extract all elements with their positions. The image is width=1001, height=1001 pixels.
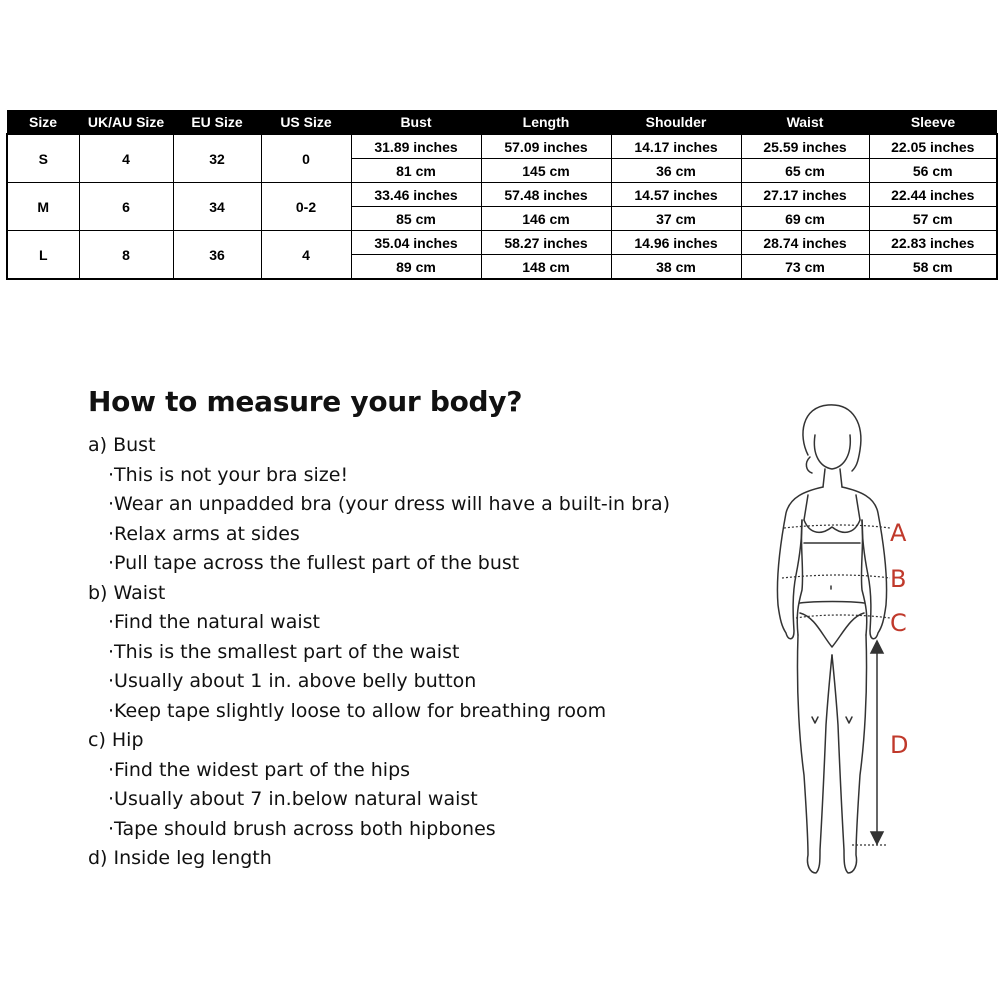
measure-guide (88, 385, 768, 874)
cell-shoulder-inches: 14.17 inches (611, 134, 741, 159)
guide-list-item-text: This is the smallest part of the waist (114, 640, 460, 663)
cell-length-cm: 145 cm (481, 159, 611, 183)
header-bust: Bust (351, 110, 481, 134)
header-length: Length (481, 110, 611, 134)
cell-us: 0-2 (261, 183, 351, 231)
guide-list-item-text: Find the widest part of the hips (114, 758, 411, 781)
guide-list-item (108, 756, 768, 786)
guide-list-item (108, 815, 768, 845)
table-body (7, 134, 997, 279)
guide-list-item-text: Usually about 1 in. above belly button (114, 670, 477, 692)
cell-size: L (7, 231, 79, 280)
cell-bust-cm: 89 cm (351, 255, 481, 280)
cell-sleeve-inches: 22.05 inches (869, 134, 997, 159)
cell-shoulder-inches: 14.96 inches (611, 231, 741, 255)
cell-sleeve-inches: 22.83 inches (869, 231, 997, 255)
guide-list-item (108, 697, 768, 727)
cell-length-inches: 58.27 inches (481, 231, 611, 255)
cell-eu: 34 (173, 183, 261, 231)
cell-size: S (7, 134, 79, 183)
guide-list-item (108, 608, 768, 638)
guide-list-item-text: Usually about 7 in.below natural waist (114, 788, 478, 810)
guide-list-item-text: Tape should brush across both hipbones (114, 817, 496, 840)
guide-section-list (88, 756, 768, 845)
cell-sleeve-cm: 57 cm (869, 207, 997, 231)
cell-length-cm: 148 cm (481, 255, 611, 280)
cell-shoulder-inches: 14.57 inches (611, 183, 741, 207)
header-sleeve: Sleeve (869, 110, 997, 134)
cell-waist-cm: 73 cm (741, 255, 869, 280)
table-header-row (7, 110, 997, 134)
cell-bust-cm: 85 cm (351, 207, 481, 231)
label-b: B (890, 565, 907, 593)
cell-bust-cm: 81 cm (351, 159, 481, 183)
guide-list-item (108, 667, 768, 697)
cell-length-inches: 57.09 inches (481, 134, 611, 159)
header-size: Size (7, 110, 79, 134)
cell-us: 4 (261, 231, 351, 280)
table-row (7, 134, 997, 159)
guide-section-heading: c) Hip (88, 729, 144, 751)
guide-list-item-text: Wear an unpadded bra (your dress will have a built-in bra) (114, 493, 671, 515)
cell-uk: 6 (79, 183, 173, 231)
cell-length-inches: 57.48 inches (481, 183, 611, 207)
cell-length-cm: 146 cm (481, 207, 611, 231)
label-a: A (890, 519, 907, 547)
cell-uk: 4 (79, 134, 173, 183)
cell-bust-inches: 35.04 inches (351, 231, 481, 255)
guide-list-item (108, 490, 768, 520)
header-shoulder: Shoulder (611, 110, 741, 134)
cell-waist-inches: 27.17 inches (741, 183, 869, 207)
label-c: C (890, 609, 907, 637)
cell-sleeve-cm: 58 cm (869, 255, 997, 280)
guide-list-item-text: Keep tape slightly loose to allow for breathing room (114, 699, 607, 722)
cell-sleeve-cm: 56 cm (869, 159, 997, 183)
cell-waist-inches: 25.59 inches (741, 134, 869, 159)
cell-shoulder-cm: 38 cm (611, 255, 741, 280)
cell-waist-cm: 69 cm (741, 207, 869, 231)
header-uk-au-size: UK/AU Size (79, 110, 173, 134)
cell-eu: 32 (173, 134, 261, 183)
label-d: D (890, 731, 909, 759)
cell-waist-inches: 28.74 inches (741, 231, 869, 255)
cell-bust-inches: 31.89 inches (351, 134, 481, 159)
cell-shoulder-cm: 37 cm (611, 207, 741, 231)
guide-section-heading: b) Waist (88, 581, 166, 604)
guide-list-item (108, 785, 768, 815)
guide-section-heading: d) Inside leg length (88, 847, 272, 869)
guide-list-item (108, 461, 768, 491)
cell-bust-inches: 33.46 inches (351, 183, 481, 207)
guide-list-item-text: Find the natural waist (114, 611, 320, 633)
body-figure-illustration (760, 395, 940, 895)
cell-eu: 36 (173, 231, 261, 280)
table-row (7, 183, 997, 207)
header-waist: Waist (741, 110, 869, 134)
cell-us: 0 (261, 134, 351, 183)
cell-size: M (7, 183, 79, 231)
waist-measure-line (782, 575, 890, 578)
cell-uk: 8 (79, 231, 173, 280)
cell-shoulder-cm: 36 cm (611, 159, 741, 183)
face-outline (814, 435, 850, 469)
guide-section-heading: a) Bust (88, 434, 156, 456)
table-row (7, 231, 997, 255)
cell-sleeve-inches: 22.44 inches (869, 183, 997, 207)
header-us-size: US Size (261, 110, 351, 134)
hair-outline (803, 405, 861, 471)
guide-list-item-text: Relax arms at sides (114, 522, 300, 545)
guide-section-list (88, 461, 768, 579)
guide-title: How to measure your body? (88, 385, 523, 418)
header-eu-size: EU Size (173, 110, 261, 134)
guide-list-item-text: Pull tape across the fullest part of the bust (114, 552, 520, 574)
guide-list-item (108, 520, 768, 550)
guide-list-item-text: This is not your bra size! (114, 463, 349, 486)
guide-section-list (88, 608, 768, 726)
cell-waist-cm: 65 cm (741, 159, 869, 183)
bust-measure-line (784, 525, 890, 528)
size-chart-table (6, 110, 998, 280)
guide-list-item (108, 638, 768, 668)
guide-list-item (108, 549, 768, 579)
